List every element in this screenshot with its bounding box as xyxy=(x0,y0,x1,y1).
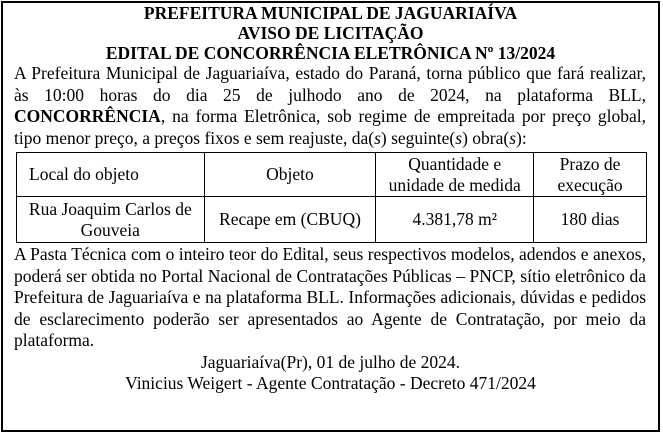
notice-type-title: AVISO DE LICITAÇÃO xyxy=(237,23,424,43)
notice-box xyxy=(1,1,660,432)
edital-title: EDITAL DE CONCORRÊNCIA ELETRÔNICA Nº 13/2024 xyxy=(105,43,556,63)
info-paragraph: A Pasta Técnica com o inteiro teor do Edital, seus respectivos modelos, adendos e anexos, poderá ser obtida no Portal Nacional de Contratações Públicas – PNCP, sítio eletrônico da Prefeitura de Jaguariaíva e na plataforma BLL. Informações adicionais, dúvidas e pedidos de esclarecimento poderão ser apresentados ao Agente de Contratação, por meio da plataforma. xyxy=(14,244,646,350)
table-row xyxy=(17,197,647,243)
intro-plural-s-1: s xyxy=(374,127,381,148)
intro-paragraph xyxy=(14,63,646,149)
cell-quantidade: 4.381,78 m² xyxy=(376,197,534,243)
header-prazo: Prazo de execução xyxy=(534,153,647,197)
intro-text-1: A Prefeitura Municipal de Jaguariaíva, estado do Paraná, torna público que fará realizar, às 10:00 horas do dia 25 de julhodo ano de 2024, na plataforma BLL, xyxy=(14,63,646,105)
intro-text-5: ): xyxy=(516,127,527,148)
notice-header xyxy=(3,3,658,63)
intro-text-3: ) seguinte( xyxy=(380,127,456,148)
works-table xyxy=(16,152,647,243)
intro-plural-s-3: s xyxy=(509,127,517,148)
municipality-title: PREFEITURA MUNICIPAL DE JAGUARIAÍVA xyxy=(143,3,518,23)
cell-local: Rua Joaquim Carlos de Gouveia xyxy=(17,197,205,243)
cell-prazo: 180 dias xyxy=(534,197,647,243)
signer-line: Vinicius Weigert - Agente Contratação - Decreto 471/2024 xyxy=(125,373,536,393)
cell-objeto: Recape em (CBUQ) xyxy=(204,197,376,243)
header-objeto: Objeto xyxy=(204,153,376,197)
intro-text-4: ) obra( xyxy=(462,127,510,148)
header-quantidade: Quantidade e unidade de medida xyxy=(376,153,534,197)
table-header-row xyxy=(17,153,647,197)
intro-text-2: , na forma Eletrônica, sob regime de empreitada por preço global, tipo menor preço, a preços fixos e sem reajuste, da( xyxy=(14,106,646,148)
place-date: Jaguariaíva(Pr), 01 de julho de 2024. xyxy=(200,351,461,372)
header-local: Local do objeto xyxy=(17,153,205,197)
intro-bold-concorrencia: CONCORRÊNCIA xyxy=(14,106,161,126)
intro-plural-s-2: s xyxy=(455,127,463,148)
